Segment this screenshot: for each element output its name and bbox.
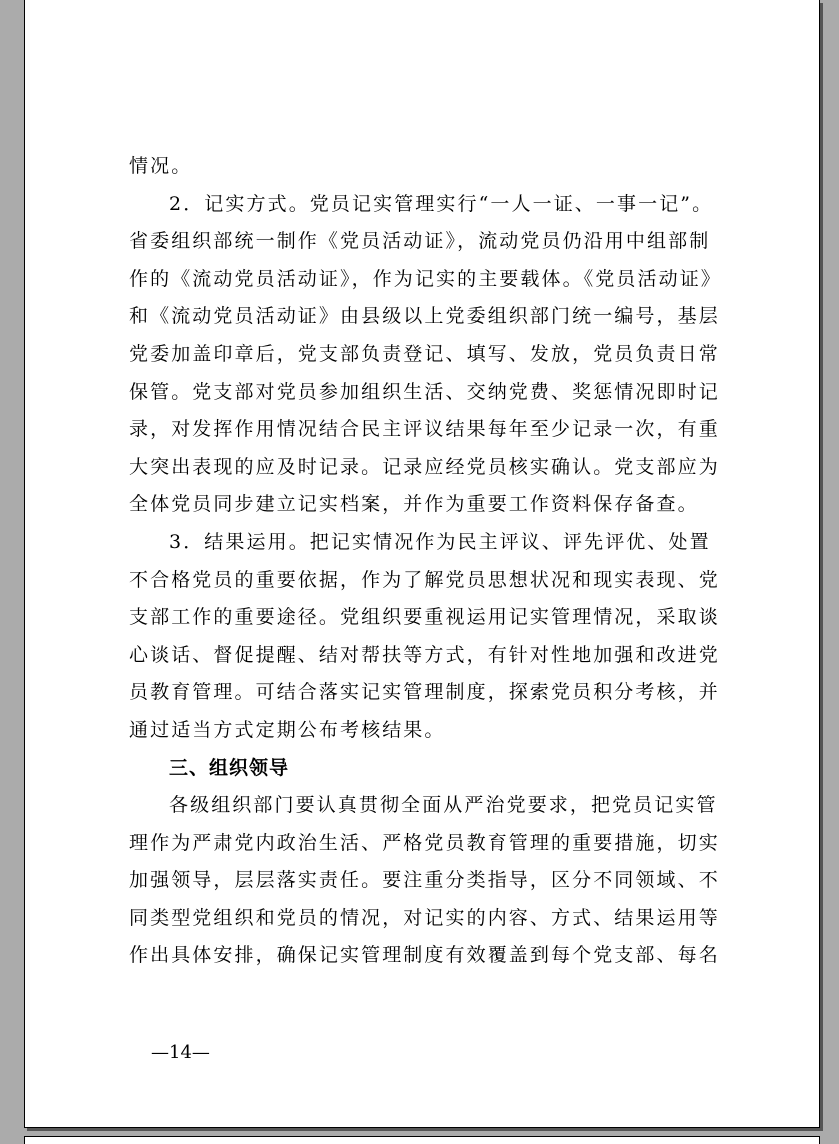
text-line: 省委组织部统一制作《党员活动证》，流动党员仍沿用中组部制 xyxy=(129,230,711,253)
text-line: 作出具体安排，确保记实管理制度有效覆盖到每个党支部、每名 xyxy=(129,944,720,967)
section-heading: 三、组织领导 xyxy=(169,756,290,779)
document-page xyxy=(24,0,820,1128)
text-line: 和《流动党员活动证》由县级以上党委组织部门统一编号，基层 xyxy=(129,305,720,328)
next-page-edge xyxy=(24,1136,820,1144)
text-line: 通过适当方式定期公布考核结果。 xyxy=(129,718,446,741)
page-number: —14— xyxy=(151,1042,210,1063)
text-line: 大突出表现的应及时记录。记录应经党员核实确认。党支部应为 xyxy=(129,455,720,478)
text-line: 各级组织部门要认真贯彻全面从严治党要求，把党员记实管 xyxy=(169,794,718,817)
text-line: 不合格党员的重要依据，作为了解党员思想状况和现实表现、党 xyxy=(129,568,720,591)
text-line: 全体党员同步建立记实档案，并作为重要工作资料保存备查。 xyxy=(129,493,699,516)
text-line: 情况。 xyxy=(129,155,193,177)
text-line: 员教育管理。可结合落实记实管理制度，探索党员积分考核，并 xyxy=(129,681,720,704)
text-line: 理作为严肃党内政治生活、严格党员教育管理的重要措施，切实 xyxy=(129,831,720,854)
text-line: 3．结果运用。把记实情况作为民主评议、评先评优、处置 xyxy=(169,530,711,553)
text-line: 录，对发挥作用情况结合民主评议结果每年至少记录一次，有重 xyxy=(129,418,720,441)
text-line: 同类型党组织和党员的情况，对记实的内容、方式、结果运用等 xyxy=(129,906,720,929)
text-line: 2．记实方式。党员记实管理实行“一人一证、一事一记”。 xyxy=(169,192,714,215)
text-line: 保管。党支部对党员参加组织生活、交纳党费、奖惩情况即时记 xyxy=(129,380,720,403)
text-line: 加强领导，层层落实责任。要注重分类指导，区分不同领域、不 xyxy=(129,869,720,892)
page-body xyxy=(129,148,722,975)
text-line: 心谈话、督促提醒、结对帮扶等方式，有针对性地加强和改进党 xyxy=(129,643,720,666)
text-line: 支部工作的重要途径。党组织要重视运用记实管理情况，采取谈 xyxy=(129,606,720,629)
text-line: 作的《流动党员活动证》，作为记实的主要载体。《党员活动证》 xyxy=(129,267,722,290)
text-line: 党委加盖印章后，党支部负责登记、填写、发放，党员负责日常 xyxy=(129,342,720,365)
